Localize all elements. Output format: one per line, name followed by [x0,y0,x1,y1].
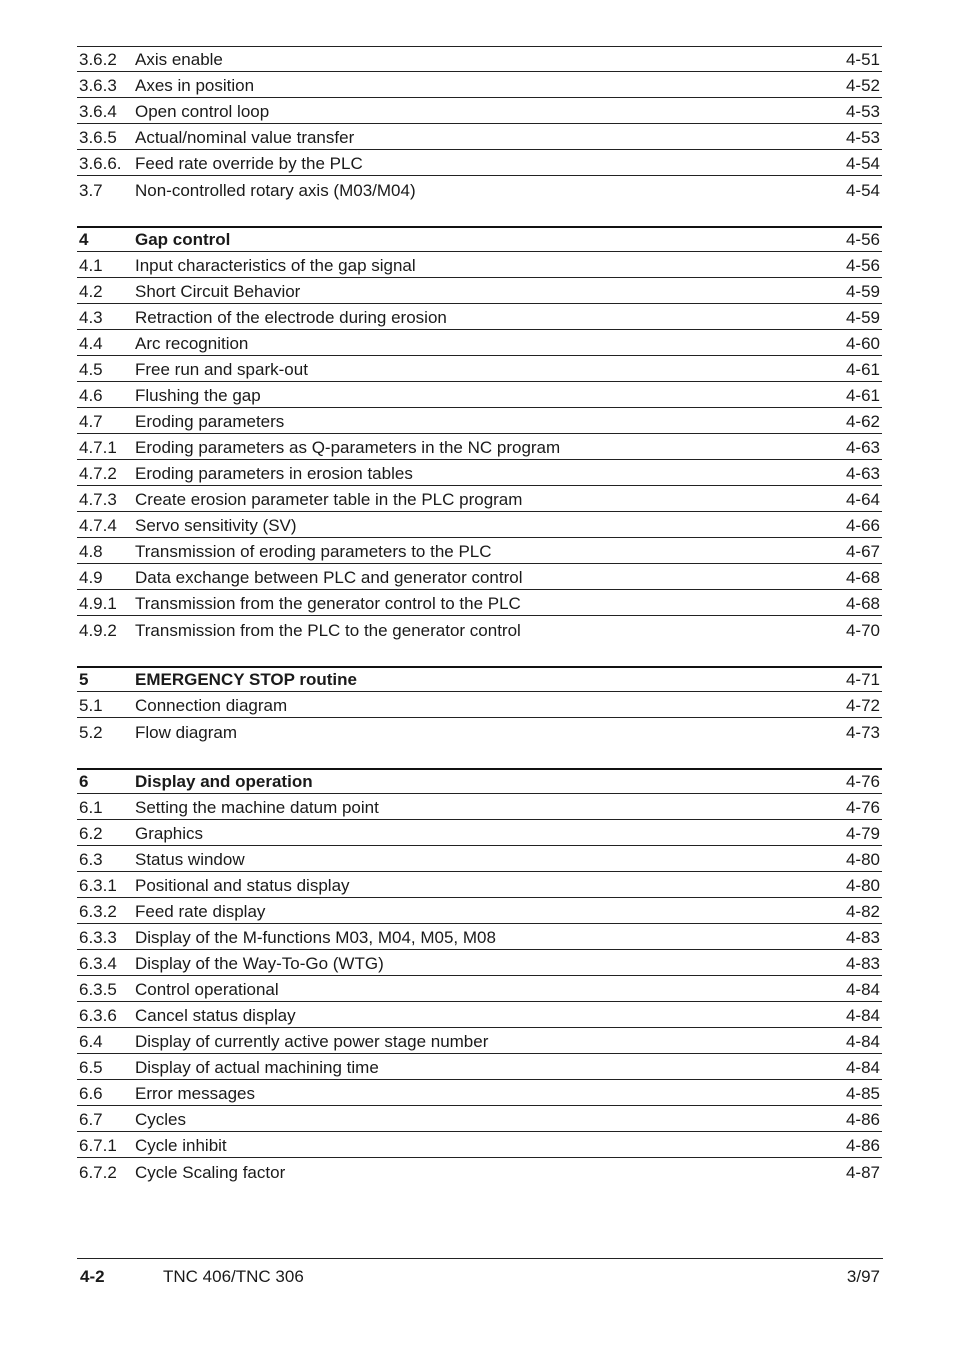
entry-title: Graphics [135,824,204,843]
entry-page: 4-53 [845,102,880,121]
section-gap [77,744,882,768]
section-gap [77,202,882,226]
toc-entry[interactable] [77,976,882,1002]
entry-page: 4-76 [845,772,880,791]
entry-page: 4-83 [845,928,880,947]
toc-entry[interactable] [77,304,882,330]
toc-entry[interactable] [77,1080,882,1106]
entry-page: 4-84 [845,1006,880,1025]
entry-number: 6.6 [79,1084,103,1103]
entry-page: 4-56 [845,256,880,275]
entry-page: 4-84 [845,1032,880,1051]
entry-page: 4-82 [845,902,880,921]
entry-number: 3.6.4 [79,102,117,121]
entry-title: Connection diagram [135,696,288,715]
entry-page: 4-73 [845,723,880,742]
toc-entry[interactable] [77,486,882,512]
section-heading[interactable] [77,666,882,692]
entry-page: 4-87 [845,1163,880,1182]
entry-title: Axes in position [135,76,255,95]
entry-title: Arc recognition [135,334,249,353]
entry-number: 4.7.2 [79,464,117,483]
entry-number: 6.3.1 [79,876,117,895]
entry-number: 6.7.1 [79,1136,117,1155]
entry-page: 4-86 [845,1136,880,1155]
toc-entry[interactable] [77,124,882,150]
toc-entry[interactable] [77,356,882,382]
entry-number: 4 [79,230,89,249]
entry-page: 4-62 [845,412,880,431]
entry-page: 4-80 [845,850,880,869]
entry-page: 4-72 [845,696,880,715]
entry-title: Feed rate override by the PLC [135,154,363,173]
toc-entry[interactable] [77,1106,882,1132]
entry-page: 4-83 [845,954,880,973]
entry-page: 4-70 [845,621,880,640]
toc-entry[interactable] [77,718,882,744]
entry-page: 4-86 [845,1110,880,1129]
entry-number: 5.1 [79,696,103,715]
entry-page: 4-51 [845,50,880,69]
entry-number: 4.1 [79,256,103,275]
entry-page: 4-54 [845,154,880,173]
entry-page: 4-60 [845,334,880,353]
entry-title: Error messages [135,1084,255,1103]
entry-number: 6.3.4 [79,954,117,973]
entry-page: 4-59 [845,308,880,327]
toc-entry[interactable] [77,898,882,924]
entry-number: 4.6 [79,386,103,405]
toc-entry[interactable] [77,846,882,872]
entry-number: 6.3.3 [79,928,117,947]
toc-entry[interactable] [77,950,882,976]
section-heading[interactable] [77,226,882,252]
entry-title: Display of currently active power stage number [135,1032,489,1051]
entry-page: 4-54 [845,181,880,200]
toc-entry[interactable] [77,1158,882,1184]
entry-page: 4-71 [845,670,880,689]
entry-title: Create erosion parameter table in the PLC program [135,490,523,509]
entry-number: 6.2 [79,824,103,843]
entry-number: 6.3.5 [79,980,117,999]
entry-title: Flushing the gap [135,386,261,405]
entry-title: Setting the machine datum point [135,798,379,817]
toc-entry[interactable] [77,460,882,486]
toc-entry[interactable] [77,1028,882,1054]
toc-entry[interactable] [77,564,882,590]
entry-page: 4-80 [845,876,880,895]
entry-number: 5.2 [79,723,103,742]
toc-entry[interactable] [77,1002,882,1028]
toc-entry[interactable] [77,176,882,202]
entry-number: 4.7.1 [79,438,117,457]
entry-number: 3.6.2 [79,50,117,69]
entry-number: 6.3.6 [79,1006,117,1025]
entry-title: Free run and spark-out [135,360,308,379]
entry-number: 6.7 [79,1110,103,1129]
entry-title: Positional and status display [135,876,350,895]
entry-title: Display of the Way-To-Go (WTG) [135,954,384,973]
entry-page: 4-56 [845,230,880,249]
entry-title: Cycle Scaling factor [135,1163,286,1182]
entry-title: Axis enable [135,50,223,69]
entry-number: 5 [79,670,89,689]
toc-entry[interactable] [77,252,882,278]
table-of-contents [77,46,882,1184]
toc-entry[interactable] [77,278,882,304]
entry-page: 4-61 [845,360,880,379]
entry-title: Transmission of eroding parameters to the PLC [135,542,492,561]
entry-page: 4-52 [845,76,880,95]
toc-entry[interactable] [77,434,882,460]
entry-page: 4-64 [845,490,880,509]
entry-page: 4-84 [845,980,880,999]
toc-entry[interactable] [77,538,882,564]
entry-title: Non-controlled rotary axis (M03/M04) [135,181,416,200]
entry-number: 4.7.3 [79,490,117,509]
toc-entry[interactable] [77,692,882,718]
entry-number: 6.4 [79,1032,103,1051]
entry-number: 4.4 [79,334,103,353]
toc-entry[interactable] [77,1132,882,1158]
entry-title: Short Circuit Behavior [135,282,301,301]
entry-number: 4.9.1 [79,594,117,613]
entry-page: 4-68 [845,568,880,587]
entry-number: 6.7.2 [79,1163,117,1182]
entry-page: 4-53 [845,128,880,147]
toc-entry[interactable] [77,1054,882,1080]
footer-date: 3/97 [846,1267,880,1286]
entry-title: Input characteristics of the gap signal [135,256,416,275]
entry-title: Gap control [135,230,231,249]
toc-entry[interactable] [77,820,882,846]
entry-number: 4.7 [79,412,103,431]
page-footer [77,1258,883,1287]
entry-title: Display of the M-functions M03, M04, M05, M08 [135,928,496,947]
entry-number: 6.3 [79,850,103,869]
entry-page: 4-79 [845,824,880,843]
entry-title: Transmission from the PLC to the generator control [135,621,521,640]
entry-page: 4-59 [845,282,880,301]
toc-entry[interactable] [77,512,882,538]
entry-title: Open control loop [135,102,270,121]
toc-entry[interactable] [77,72,882,98]
section-heading[interactable] [77,768,882,794]
toc-entry[interactable] [77,408,882,434]
entry-title: Retraction of the electrode during erosion [135,308,447,327]
entry-title: Display of actual machining time [135,1058,379,1077]
entry-number: 3.6.6. [79,154,122,173]
entry-page: 4-68 [845,594,880,613]
entry-title: Data exchange between PLC and generator control [135,568,523,587]
entry-title: Feed rate display [135,902,266,921]
entry-number: 6.3.2 [79,902,117,921]
entry-number: 4.2 [79,282,103,301]
entry-title: Cycles [135,1110,187,1129]
entry-title: Flow diagram [135,723,238,742]
entry-title: EMERGENCY STOP routine [135,670,357,689]
toc-entry[interactable] [77,98,882,124]
entry-title: Actual/nominal value transfer [135,128,355,147]
entry-title: Eroding parameters [135,412,285,431]
entry-page: 4-85 [845,1084,880,1103]
entry-page: 4-76 [845,798,880,817]
entry-title: Eroding parameters in erosion tables [135,464,413,483]
entry-page: 4-67 [845,542,880,561]
entry-page: 4-63 [845,464,880,483]
entry-number: 6.1 [79,798,103,817]
toc-entry[interactable] [77,382,882,408]
toc-entry[interactable] [77,46,882,72]
toc-entry[interactable] [77,150,882,176]
entry-page: 4-63 [845,438,880,457]
entry-page: 4-66 [845,516,880,535]
entry-number: 4.7.4 [79,516,117,535]
toc-entry[interactable] [77,872,882,898]
toc-entry[interactable] [77,616,882,642]
entry-title: Status window [135,850,245,869]
entry-title: Eroding parameters as Q-parameters in the NC program [135,438,561,457]
entry-number: 6.5 [79,1058,103,1077]
entry-title: Display and operation [135,772,313,791]
entry-title: Transmission from the generator control to the PLC [135,594,521,613]
entry-number: 4.8 [79,542,103,561]
entry-number: 4.9 [79,568,103,587]
toc-entry[interactable] [77,794,882,820]
entry-number: 3.6.3 [79,76,117,95]
entry-page: 4-61 [845,386,880,405]
entry-title: Control operational [135,980,279,999]
entry-title: Cancel status display [135,1006,296,1025]
entry-number: 6 [79,772,89,791]
toc-entry[interactable] [77,590,882,616]
entry-number: 4.3 [79,308,103,327]
entry-title: Servo sensitivity (SV) [135,516,297,535]
entry-title: Cycle inhibit [135,1136,227,1155]
entry-page: 4-84 [845,1058,880,1077]
entry-number: 4.9.2 [79,621,117,640]
toc-entry[interactable] [77,924,882,950]
entry-number: 4.5 [79,360,103,379]
footer-page-number: 4-2 [80,1267,105,1286]
footer-model: TNC 406/TNC 306 [163,1267,304,1286]
entry-number: 3.6.5 [79,128,117,147]
entry-number: 3.7 [79,181,103,200]
toc-entry[interactable] [77,330,882,356]
section-gap [77,642,882,666]
